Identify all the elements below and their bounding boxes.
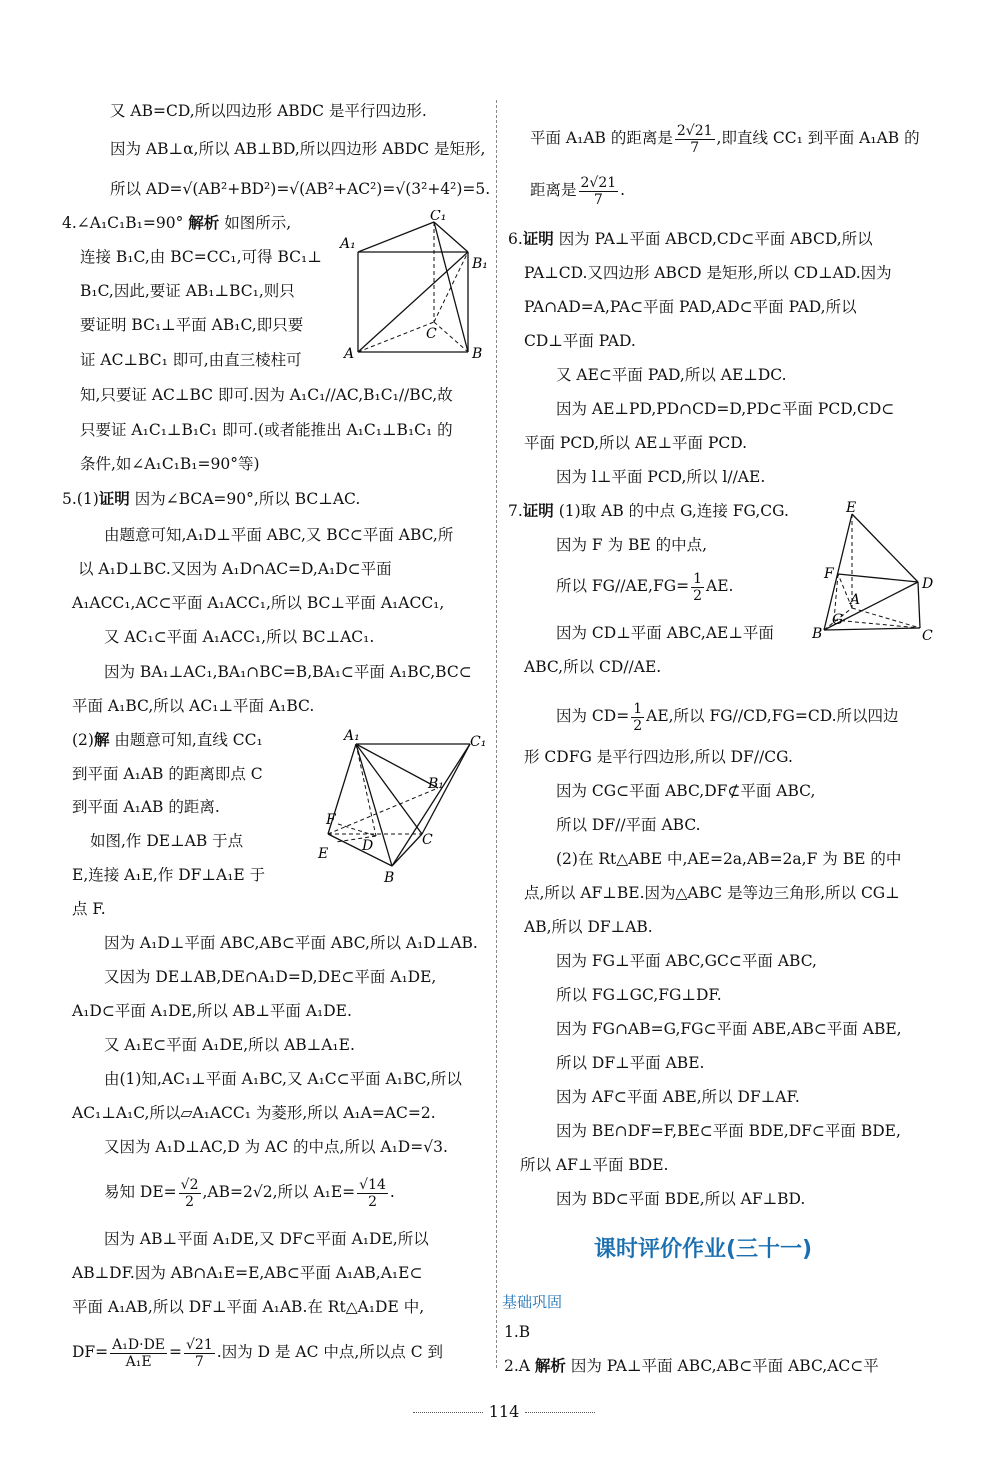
prism-figure [338,210,498,360]
numerator: 1 [633,700,643,717]
problem-4-title [62,212,291,234]
text-line: 所以 FG⊥GC,FG⊥DF. [556,986,722,1004]
fraction [675,123,715,156]
text-line: 平面 A₁AB,所以 DF⊥平面 A₁AB.在 Rt△A₁DE 中, [72,1298,425,1316]
text-line: 点 F. [72,900,106,918]
text-line: 7. [508,502,523,520]
fig2-label: C [422,832,433,848]
footer-rule [525,1412,595,1413]
text-line: DF= [72,1343,109,1361]
text-line: PA∩AD=A,PA⊂平面 PAD,AD⊂平面 PAD,所以 [524,298,857,316]
fig2-label: F [326,812,336,828]
fraction [110,1337,167,1370]
section-title: 课时评价作业(三十一) [594,1237,813,1262]
fraction [357,1177,388,1210]
fraction [179,1177,201,1210]
text-line: . [620,181,626,199]
text-line: 所以 DF⊥平面 ABE. [556,1054,705,1072]
text-line: 又 AC₁⊂平面 A₁ACC₁,所以 BC⊥AC₁. [104,628,375,646]
fig2-label: C₁ [470,734,487,750]
formula-line [72,1334,443,1370]
part-2-title [72,729,263,751]
text-line: 5.(1) [62,490,99,508]
text-line: AC₁⊥A₁C,所以▱A₁ACC₁ 为菱形,所以 A₁A=AC=2. [72,1104,436,1122]
fig3-label: C [922,628,933,644]
solution-tag: 解 [93,731,110,749]
text-line: ABC,所以 CD//AE. [524,658,662,676]
denominator: 7 [690,139,700,156]
denominator: 7 [593,191,603,208]
fraction [184,1337,215,1370]
text-line: 条件,如∠A₁C₁B₁=90°等) [80,455,260,473]
fig1-label: B [472,346,483,360]
denominator: 2 [633,717,643,734]
fig2-label: D [362,838,374,854]
numerator: 1 [693,570,702,587]
text-line: AB,所以 DF⊥AB. [524,918,653,936]
text-line: .因为 D 是 AC 中点,所以点 C 到 [216,1343,444,1361]
text-line: 因为 l⊥平面 PCD,所以 l//AE. [556,468,766,486]
problem-6-title [508,228,873,250]
text-line: 证 AC⊥BC₁ 即可,由直三棱柱可 [80,351,302,369]
numerator: √14 [359,1176,386,1193]
text-line: CD⊥平面 PAD. [524,332,636,350]
text-line: 如图所示, [224,214,292,232]
text-line: 又因为 A₁D⊥AC,D 为 AC 的中点,所以 A₁D=√3. [104,1138,448,1156]
fig2-label: B₁ [428,776,444,792]
fraction [579,175,619,208]
numerator: √2 [180,1176,199,1193]
proof-tag: 证明 [522,502,554,520]
text-line: 又 AB=CD,所以四边形 ABDC 是平行四边形. [110,102,427,120]
text-line: 因为 FG⊥平面 ABC,GC⊂平面 ABC, [556,952,817,970]
text-line: . [389,1183,395,1201]
text-line: 4.∠A₁C₁B₁=90° [62,214,184,232]
text-line: 如图,作 DE⊥AB 于点 [90,832,244,850]
text-line: 所以 AF⊥平面 BDE. [520,1156,669,1174]
text-line: 点,所以 AF⊥BE.因为△ABC 是等边三角形,所以 CG⊥ [524,884,900,902]
text-line: 因为 AF⊂平面 ABE,所以 DF⊥AF. [556,1088,800,1106]
analysis-tag: 解析 [534,1357,566,1375]
fig3-label: E [846,500,857,516]
text-line: B₁C,因此,要证 AB₁⊥BC₁,则只 [80,282,295,300]
text-line: 因为 BE∩DF=F,BE⊂平面 BDE,DF⊂平面 BDE, [556,1122,901,1140]
fig1-label: C₁ [430,210,447,224]
fig3-label: B [812,626,823,642]
text-line: 所以 DF//平面 ABC. [556,816,701,834]
text-line: 知,只要证 AC⊥BC 即可.因为 A₁C₁//AC,B₁C₁//BC,故 [80,386,453,404]
subsection-title: 基础巩固 [502,1293,563,1311]
text-line: 只要证 A₁C₁⊥B₁C₁ 即可.(或者能推出 A₁C₁⊥B₁C₁ 的 [80,421,453,439]
text-line: 因为 BD⊂平面 BDE,所以 AF⊥BD. [556,1190,806,1208]
fig3-label: F [824,566,834,582]
answer-2 [504,1355,879,1377]
text-line: 又因为 DE⊥AB,DE∩A₁D=D,DE⊂平面 A₁DE, [104,968,437,986]
text-line: 1.B [504,1323,531,1341]
text-line: 要证明 BC₁⊥平面 AB₁C,即只要 [80,316,304,334]
text-line: AE,所以 FG//CD,FG=CD.所以四边 [646,707,899,725]
text-line: 又 AE⊂平面 PAD,所以 AE⊥DC. [556,366,787,384]
text-line: 因为 FG∩AB=G,FG⊂平面 ABE,AB⊂平面 ABE, [556,1020,902,1038]
text-line: A₁D⊂平面 A₁DE,所以 AB⊥平面 A₁DE. [72,1002,352,1020]
numerator: √21 [186,1336,213,1353]
text-line: PA⊥CD.又四边形 ABCD 是矩形,所以 CD⊥AD.因为 [524,264,892,282]
formula-line [530,172,625,208]
text-line: 因为 AB⊥α,所以 AB⊥BD,所以四边形 ABDC 是矩形, [110,140,486,158]
text-line: E,连接 A₁E,作 DF⊥A₁E 于 [72,866,266,884]
fig1-label: A [344,346,355,360]
page-footer [0,1402,1008,1421]
text-line: 到平面 A₁AB 的距离即点 C [72,765,263,783]
fraction [691,571,704,604]
denominator: A₁E [125,1353,152,1370]
text-line: 由(1)知,AC₁⊥平面 A₁BC,又 A₁C⊂平面 A₁BC,所以 [104,1070,462,1088]
text-line: 平面 PCD,所以 AE⊥平面 PCD. [524,434,748,452]
fig3-label: A [850,592,861,608]
text-line: 到平面 A₁AB 的距离. [72,798,220,816]
text-line: 又 A₁E⊂平面 A₁DE,所以 AB⊥A₁E. [104,1036,355,1054]
text-line: 因为 PA⊥平面 ABCD,CD⊂平面 ABCD,所以 [558,230,873,248]
proof-tag: 证明 [98,490,130,508]
fig2-label: E [318,846,329,862]
fig1-label: C [426,326,437,342]
denominator: 7 [194,1353,204,1370]
text-line: (1)取 AB 的中点 G,连接 FG,CG. [558,502,789,520]
text-line: ,AB=2√2,所以 A₁E= [202,1183,356,1201]
denominator: 2 [693,587,702,604]
fig3-label: D [922,576,934,592]
text-line: 因为 BA₁⊥AC₁,BA₁∩BC=B,BA₁⊂平面 A₁BC,BC⊂ [104,663,472,681]
text-line: 连接 B₁C,由 BC=CC₁,可得 BC₁⊥ [80,248,322,266]
numerator: A₁D·DE [112,1336,166,1353]
text-line: 所以 AD=√(AB²+BD²)=√(AB²+AC²)=√(3²+4²)=5. [110,180,491,198]
text-line: (2)在 Rt△ABE 中,AE=2a,AB=2a,F 为 BE 的中 [556,850,902,868]
proof-tag: 证明 [522,230,554,248]
text-line: 平面 A₁AB 的距离是 [530,129,673,147]
text-line: AB⊥DF.因为 AB∩A₁E=E,AB⊂平面 A₁AB,A₁E⊂ [72,1264,423,1282]
page-number: 114 [488,1402,520,1421]
text-line: 因为 A₁D⊥平面 ABC,AB⊂平面 ABC,所以 A₁D⊥AB. [104,934,478,952]
text-line: 2.A [504,1357,530,1375]
problem-5-title [62,488,360,510]
fig1-label: A₁ [340,236,356,252]
text-line: 易知 DE= [104,1183,177,1201]
numerator: 2√21 [676,122,713,139]
tetra-figure [810,500,950,648]
text-line: 距离是 [530,181,577,199]
footer-rule [413,1412,483,1413]
text-line: 所以 FG//AE,FG= [556,577,690,595]
fraction [631,701,644,734]
formula-line [104,1174,395,1210]
formula-line [556,698,899,734]
text-line: 由题意可知,A₁D⊥平面 ABC,又 BC⊂平面 ABC,所 [104,526,454,544]
text-line: 因为∠BCA=90°,所以 BC⊥AC. [134,490,361,508]
numerator: 2√21 [580,174,617,191]
text-line: 平面 A₁BC,所以 AC₁⊥平面 A₁BC. [72,697,315,715]
fig2-label: A₁ [344,728,360,744]
text-line: 6. [508,230,523,248]
text-line: 以 A₁D⊥BC.又因为 A₁D∩AC=D,A₁D⊂平面 [78,560,392,578]
text-line: 因为 AB⊥平面 A₁DE,又 DF⊂平面 A₁DE,所以 [104,1230,429,1248]
fig2-label: B [384,870,395,886]
formula-line [556,568,733,604]
text-line: ,即直线 CC₁ 到平面 A₁AB 的 [716,129,920,147]
pyramid-figure [310,726,500,888]
formula-line [530,120,920,156]
fig3-label: G [832,612,844,628]
denominator: 2 [368,1193,377,1210]
text-line: AE. [706,577,734,595]
text-line: 因为 F 为 BE 的中点, [556,536,708,554]
text-line: (2) [72,731,94,749]
text-line: 因为 CG⊂平面 ABC,DF⊄平面 ABC, [556,782,816,800]
text-line: 形 CDFG 是平行四边形,所以 DF//CG. [524,748,793,766]
text-line: 因为 AE⊥PD,PD∩CD=D,PD⊂平面 PCD,CD⊂ [556,400,895,418]
problem-7-title [508,500,789,522]
text-line: = [169,1343,183,1361]
text-line: 由题意可知,直线 CC₁ [114,731,263,749]
fig1-label: B₁ [472,256,488,272]
text-line: 因为 CD⊥平面 ABC,AE⊥平面 [556,624,774,642]
text-line: 因为 CD= [556,707,630,725]
analysis-tag: 解析 [188,214,220,232]
denominator: 2 [185,1193,195,1210]
text-line: 因为 PA⊥平面 ABC,AB⊂平面 ABC,AC⊂平 [570,1357,879,1375]
text-line: A₁ACC₁,AC⊂平面 A₁ACC₁,所以 BC⊥平面 A₁ACC₁, [72,594,445,612]
